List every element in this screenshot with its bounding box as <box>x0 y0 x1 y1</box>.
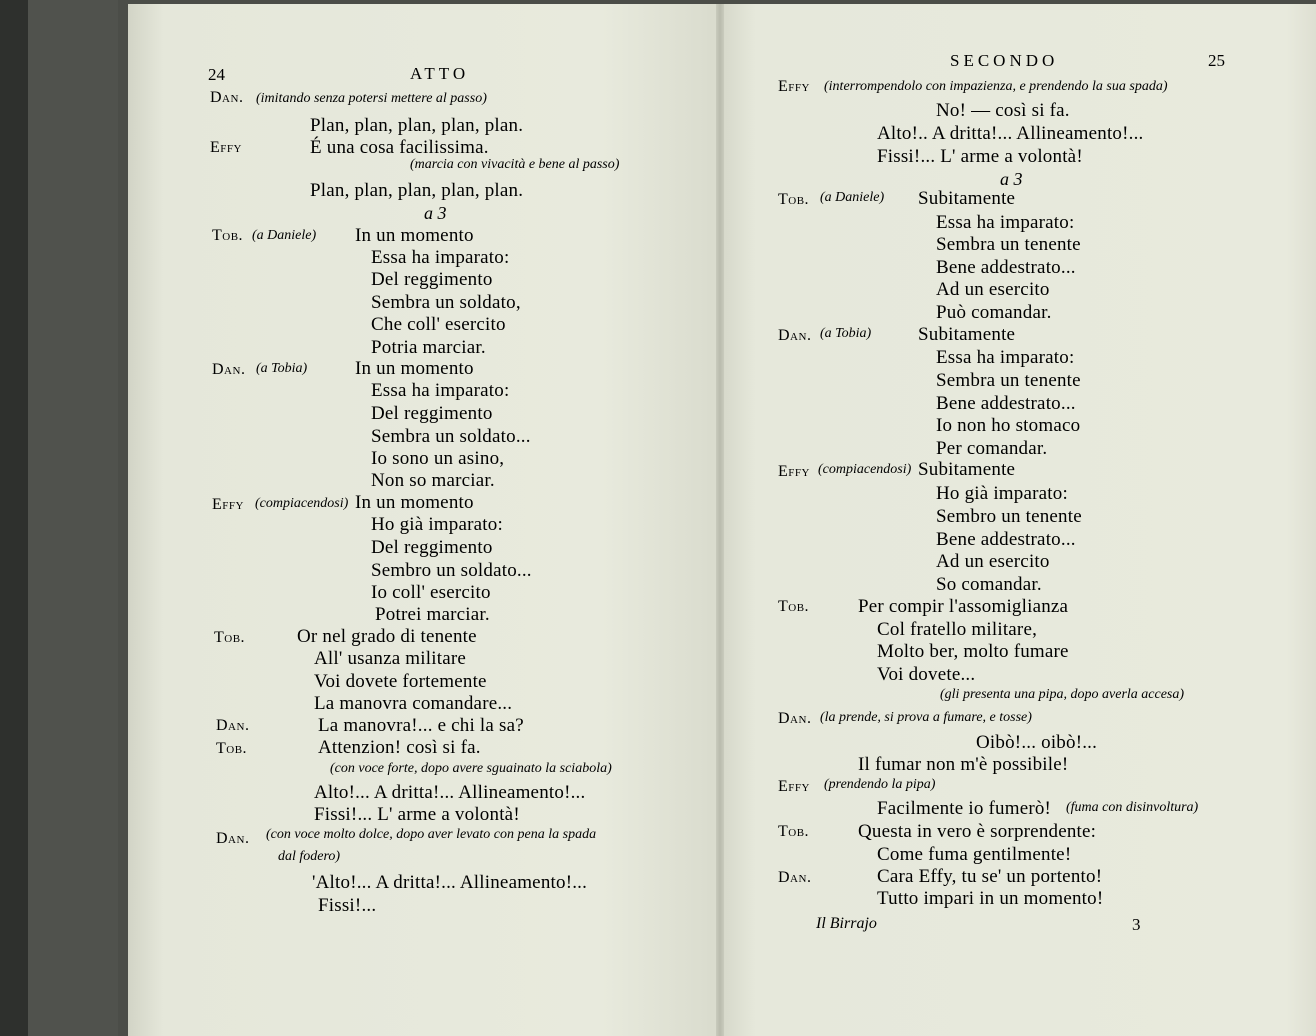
verse-line: Subitamente <box>918 188 1016 209</box>
verse-line: Col fratello militare, <box>877 619 1038 640</box>
speaker-name: Effy <box>778 778 810 795</box>
speaker-name: Dan. <box>210 89 244 106</box>
speaker-name: Tob. <box>778 191 810 208</box>
verse-line: É una cosa facilissima. <box>310 137 489 158</box>
background-edge <box>0 0 28 1036</box>
verse-line: Io coll' esercito <box>371 582 491 603</box>
speaker-name: Tob. <box>778 823 810 840</box>
verse-line: Del reggimento <box>371 269 493 290</box>
signature-mark: 3 <box>1132 915 1141 934</box>
verse-line: So comandar. <box>936 574 1042 595</box>
stage-direction: (compiacendosi) <box>818 462 912 477</box>
stage-direction: (con voce molto dolce, dopo aver levato con pena la spada <box>266 827 597 842</box>
speaker-name: Dan. <box>778 869 812 886</box>
verse-line: Plan, plan, plan, plan, plan. <box>310 115 524 136</box>
right-running-header: SECONDO <box>950 51 1059 70</box>
stage-direction: (con voce forte, dopo avere sguainato la sciabola) <box>330 761 612 776</box>
verse-line: Tutto impari in un momento! <box>877 888 1104 909</box>
stage-direction: (gli presenta una pipa, dopo averla accesa) <box>940 687 1185 702</box>
stage-direction: (prendendo la pipa) <box>824 777 936 792</box>
verse-line: Molto ber, molto fumare <box>877 641 1069 662</box>
verse-line: No! — così si fa. <box>936 100 1070 121</box>
verse-line: La manovra!... e chi la sa? <box>318 715 524 736</box>
verse-line: Subitamente <box>918 324 1016 345</box>
verse-line: Essa ha imparato: <box>371 380 510 401</box>
verse-line: Questa in vero è sorprendente: <box>858 821 1097 842</box>
verse-line: Attenzion! così si fa. <box>318 737 481 758</box>
verse-line: Bene addestrato... <box>936 529 1076 550</box>
verse-line: Ad un esercito <box>936 551 1050 572</box>
stage-direction: (interrompendolo con impazienza, e prendendo la sua spada) <box>824 79 1168 94</box>
stage-direction: (imitando senza potersi mettere al passo) <box>256 91 487 106</box>
verse-line: Sembro un soldato... <box>371 560 532 581</box>
verse-line: Fissi!... L' arme a volontà! <box>877 146 1083 167</box>
verse-line: Essa ha imparato: <box>936 212 1075 233</box>
verse-line: Essa ha imparato: <box>371 247 510 268</box>
verse-line: Io sono un asino, <box>371 448 505 469</box>
ensemble-marker: a 3 <box>424 203 447 223</box>
verse-line: In un momento <box>355 225 474 246</box>
verse-line: Sembro un tenente <box>936 506 1082 527</box>
speaker-name: Effy <box>778 78 810 95</box>
verse-line: All' usanza militare <box>314 648 466 669</box>
footer-title: Il Birrajo <box>816 915 877 932</box>
verse-line: Fissi!... L' arme a volontà! <box>314 804 520 825</box>
verse-line: Sembra un soldato, <box>371 292 521 313</box>
verse-line: Ho già imparato: <box>371 514 503 535</box>
left-page-number: 24 <box>208 65 225 84</box>
verse-line: In un momento <box>355 492 474 513</box>
speaker-name: Dan. <box>216 830 250 847</box>
stage-direction: (marcia con vivacità e bene al passo) <box>410 157 620 172</box>
verse-line: Ho già imparato: <box>936 483 1068 504</box>
verse-line: Per comandar. <box>936 438 1048 459</box>
verse-line: Alto!... A dritta!... Allineamento!... <box>314 782 586 803</box>
verse-line: Ad un esercito <box>936 279 1050 300</box>
verse-line: In un momento <box>355 358 474 379</box>
verse-line: Io non ho stomaco <box>936 415 1081 436</box>
stage-direction: (compiacendosi) <box>255 496 349 511</box>
verse-line: Cara Effy, tu se' un portento! <box>877 866 1103 887</box>
verse-line: Del reggimento <box>371 403 493 424</box>
verse-line: Sembra un tenente <box>936 370 1081 391</box>
verse-line: Che coll' esercito <box>371 314 506 335</box>
verse-line: Voi dovete... <box>877 664 976 685</box>
verse-line: Può comandar. <box>936 302 1052 323</box>
stage-direction: (la prende, si prova a fumare, e tosse) <box>820 710 1032 725</box>
stage-direction: (a Daniele) <box>252 228 317 243</box>
verse-line: Or nel grado di tenente <box>297 626 477 647</box>
speaker-name: Tob. <box>212 227 244 244</box>
speaker-name: Dan. <box>778 327 812 344</box>
speaker-name: Effy <box>212 496 244 513</box>
speaker-name: Effy <box>210 139 242 156</box>
speaker-name: Dan. <box>778 710 812 727</box>
verse-line: Per compir l'assomiglianza <box>858 596 1069 617</box>
stage-direction: (a Tobia) <box>256 361 308 376</box>
speaker-name: Tob. <box>216 740 248 757</box>
verse-line: Essa ha imparato: <box>936 347 1075 368</box>
speaker-name: Effy <box>778 463 810 480</box>
verse-line: 'Alto!... A dritta!... Allineamento!... <box>312 872 588 893</box>
verse-line: Alto!.. A dritta!... Allineamento!... <box>877 123 1144 144</box>
verse-line: Fissi!... <box>318 895 377 916</box>
verse-line: Sembra un tenente <box>936 234 1081 255</box>
right-page-number: 25 <box>1208 51 1225 70</box>
verse-line: Sembra un soldato... <box>371 426 531 447</box>
speaker-name: Tob. <box>214 629 246 646</box>
verse-line: Del reggimento <box>371 537 493 558</box>
verse-line: Subitamente <box>918 459 1016 480</box>
stage-direction: (fuma con disinvoltura) <box>1066 800 1199 815</box>
verse-line: Potrei marciar. <box>375 604 490 625</box>
verse-line: Plan, plan, plan, plan, plan. <box>310 180 524 201</box>
stage-direction: (a Daniele) <box>820 190 885 205</box>
speaker-name: Dan. <box>212 361 246 378</box>
speaker-name: Dan. <box>216 717 250 734</box>
verse-line: Come fuma gentilmente! <box>877 844 1072 865</box>
left-running-header: ATTO <box>410 64 470 83</box>
stage-direction: dal fodero) <box>278 849 341 864</box>
verse-line: La manovra comandare... <box>314 693 513 714</box>
verse-line: Il fumar non m'è possibile! <box>858 754 1069 775</box>
verse-line: Non so marciar. <box>371 470 495 491</box>
stage-direction: (a Tobia) <box>820 326 872 341</box>
ensemble-marker: a 3 <box>1000 169 1023 189</box>
verse-line: Oibò!... oibò!... <box>976 732 1098 753</box>
verse-line: Facilmente io fumerò! <box>877 798 1052 819</box>
book-gutter <box>716 4 724 1036</box>
verse-line: Bene addestrato... <box>936 393 1076 414</box>
speaker-name: Tob. <box>778 598 810 615</box>
verse-line: Potria marciar. <box>371 337 486 358</box>
verse-line: Bene addestrato... <box>936 257 1076 278</box>
verse-line: Voi dovete fortemente <box>314 671 487 692</box>
